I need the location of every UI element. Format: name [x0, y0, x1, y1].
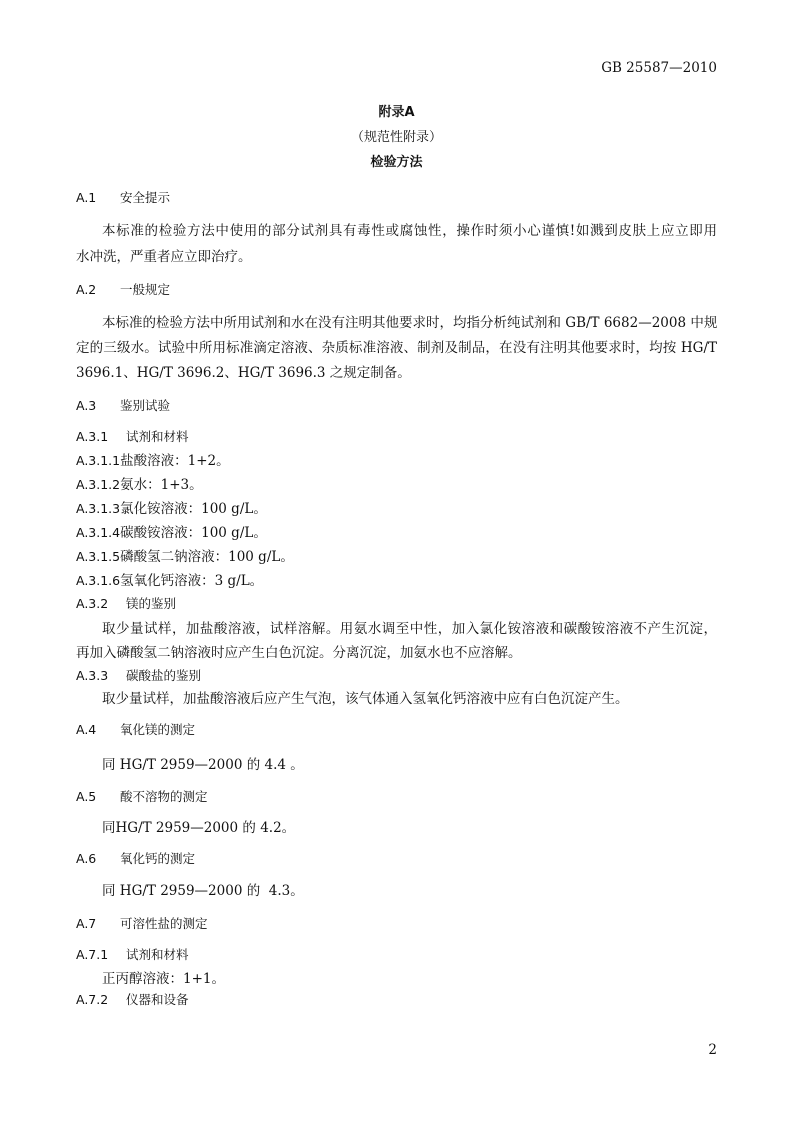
- list-item: A.3.1.3氯化铵溶液：100 g/L。: [76, 501, 267, 517]
- subsection-heading: A.7.2 仪器和设备: [76, 992, 189, 1007]
- paragraph-line: 同 HG/T 2959—2000 的 4.4 。: [102, 757, 304, 773]
- list-item: A.3.1.6氢氧化钙溶液：3 g/L。: [76, 573, 264, 589]
- section-heading: A.5 酸不溶物的测定: [76, 789, 208, 804]
- section-heading: A.4 氧化镁的测定: [76, 722, 196, 737]
- paragraph-line: 正丙醇溶液：1+1。: [102, 971, 225, 987]
- section-heading: A.3 鉴别试验: [76, 398, 171, 413]
- page-number: 2: [708, 1042, 717, 1058]
- section-heading: A.1 安全提示: [76, 190, 171, 205]
- annex-label: 附录A: [378, 105, 415, 120]
- subsection-heading: A.3.1 试剂和材料: [76, 429, 189, 444]
- list-item: A.3.1.4碳酸铵溶液：100 g/L。: [76, 525, 267, 541]
- section-heading: A.7 可溶性盐的测定: [76, 916, 208, 931]
- section-heading: A.6 氧化钙的测定: [76, 851, 196, 866]
- list-item: A.3.1.2氨水：1+3。: [76, 477, 203, 493]
- list-item: A.3.1.5磷酸氢二钠溶液：100 g/L。: [76, 549, 294, 565]
- paragraph-line: 定的三级水。试验中所用标准滴定溶液、杂质标准溶液、制剂及制品，在没有注明其他要求时，均按 HG/T: [76, 340, 717, 356]
- section-heading: A.2 一般规定: [76, 282, 171, 297]
- subsection-heading: A.3.3 碳酸盐的鉴别: [76, 668, 202, 683]
- paragraph-line: 再加入磷酸氢二钠溶液时应产生白色沉淀。分离沉淀，加氨水也不应溶解。: [76, 645, 522, 661]
- subsection-heading: A.7.1 试剂和材料: [76, 947, 189, 962]
- annex-title: 检验方法: [370, 155, 423, 170]
- paragraph-line: 同 HG/T 2959—2000 的 4.3。: [102, 883, 304, 899]
- paragraph-line: 本标准的检验方法中所用试剂和水在没有注明其他要求时，均指分析纯试剂和 GB/T 6682—2008 中规: [102, 315, 718, 331]
- list-item: A.3.1.1盐酸溶液：1+2。: [76, 453, 230, 469]
- paragraph-line: 水冲洗，严重者应立即治疗。: [76, 249, 252, 265]
- paragraph-line: 取少量试样，加盐酸溶液，试样溶解。用氨水调至中性，加入氯化铵溶液和碳酸铵溶液不产生沉淀，: [102, 621, 717, 637]
- paragraph-line: 3696.1、HG/T 3696.2、HG/T 3696.3 之规定制备。: [76, 365, 411, 381]
- paragraph-line: 取少量试样，加盐酸溶液后应产生气泡，该气体通入氢氧化钙溶液中应有白色沉淀产生。: [102, 691, 629, 707]
- subsection-heading: A.3.2 镁的鉴别: [76, 596, 177, 611]
- paragraph-line: 同HG/T 2959—2000 的 4.2。: [102, 820, 296, 836]
- page-header: GB 25587—2010: [601, 60, 717, 76]
- paragraph-line: 本标准的检验方法中使用的部分试剂具有毒性或腐蚀性，操作时须小心谨慎!如溅到皮肤上应立即用: [102, 223, 717, 239]
- annex-type: （规范性附录）: [350, 130, 442, 145]
